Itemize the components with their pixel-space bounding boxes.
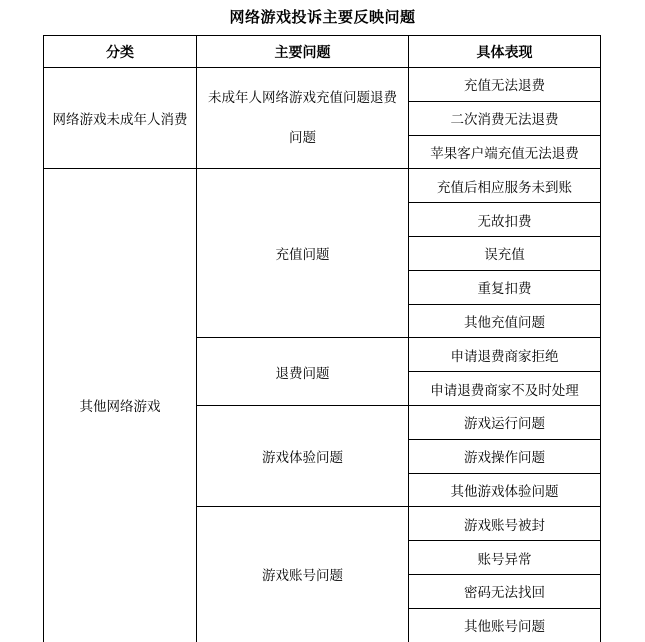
detail-cell: 密码无法找回 bbox=[409, 574, 601, 608]
detail-cell: 充值无法退费 bbox=[409, 68, 601, 102]
detail-cell: 二次消费无法退费 bbox=[409, 101, 601, 135]
detail-cell: 游戏账号被封 bbox=[409, 507, 601, 541]
complaints-table bbox=[43, 35, 601, 642]
problem-cell: 未成年人网络游戏充值问题退费问题 bbox=[197, 68, 409, 169]
category-cell: 其他网络游戏 bbox=[44, 169, 197, 642]
detail-cell: 申请退费商家不及时处理 bbox=[409, 372, 601, 406]
problem-cell: 游戏体验问题 bbox=[197, 405, 409, 506]
problem-cell: 充值问题 bbox=[197, 169, 409, 338]
header-row bbox=[44, 36, 601, 68]
detail-cell: 重复扣费 bbox=[409, 270, 601, 304]
header-specific-manifestation: 具体表现 bbox=[409, 36, 601, 68]
header-main-problem: 主要问题 bbox=[197, 36, 409, 68]
category-cell: 网络游戏未成年人消费 bbox=[44, 68, 197, 169]
problem-cell: 退费问题 bbox=[197, 338, 409, 406]
detail-cell: 其他账号问题 bbox=[409, 608, 601, 642]
detail-cell: 误充值 bbox=[409, 236, 601, 270]
page bbox=[0, 6, 645, 642]
table-title: 网络游戏投诉主要反映问题 bbox=[229, 9, 416, 26]
detail-cell: 账号异常 bbox=[409, 541, 601, 575]
detail-cell: 苹果客户端充值无法退费 bbox=[409, 135, 601, 169]
detail-cell: 无故扣费 bbox=[409, 203, 601, 237]
table-row bbox=[44, 169, 601, 203]
detail-cell: 游戏运行问题 bbox=[409, 405, 601, 439]
detail-cell: 游戏操作问题 bbox=[409, 439, 601, 473]
detail-cell: 其他游戏体验问题 bbox=[409, 473, 601, 507]
detail-cell: 其他充值问题 bbox=[409, 304, 601, 338]
problem-cell: 游戏账号问题 bbox=[197, 507, 409, 642]
table-row bbox=[44, 68, 601, 102]
header-category: 分类 bbox=[44, 36, 197, 68]
detail-cell: 申请退费商家拒绝 bbox=[409, 338, 601, 372]
detail-cell: 充值后相应服务未到账 bbox=[409, 169, 601, 203]
